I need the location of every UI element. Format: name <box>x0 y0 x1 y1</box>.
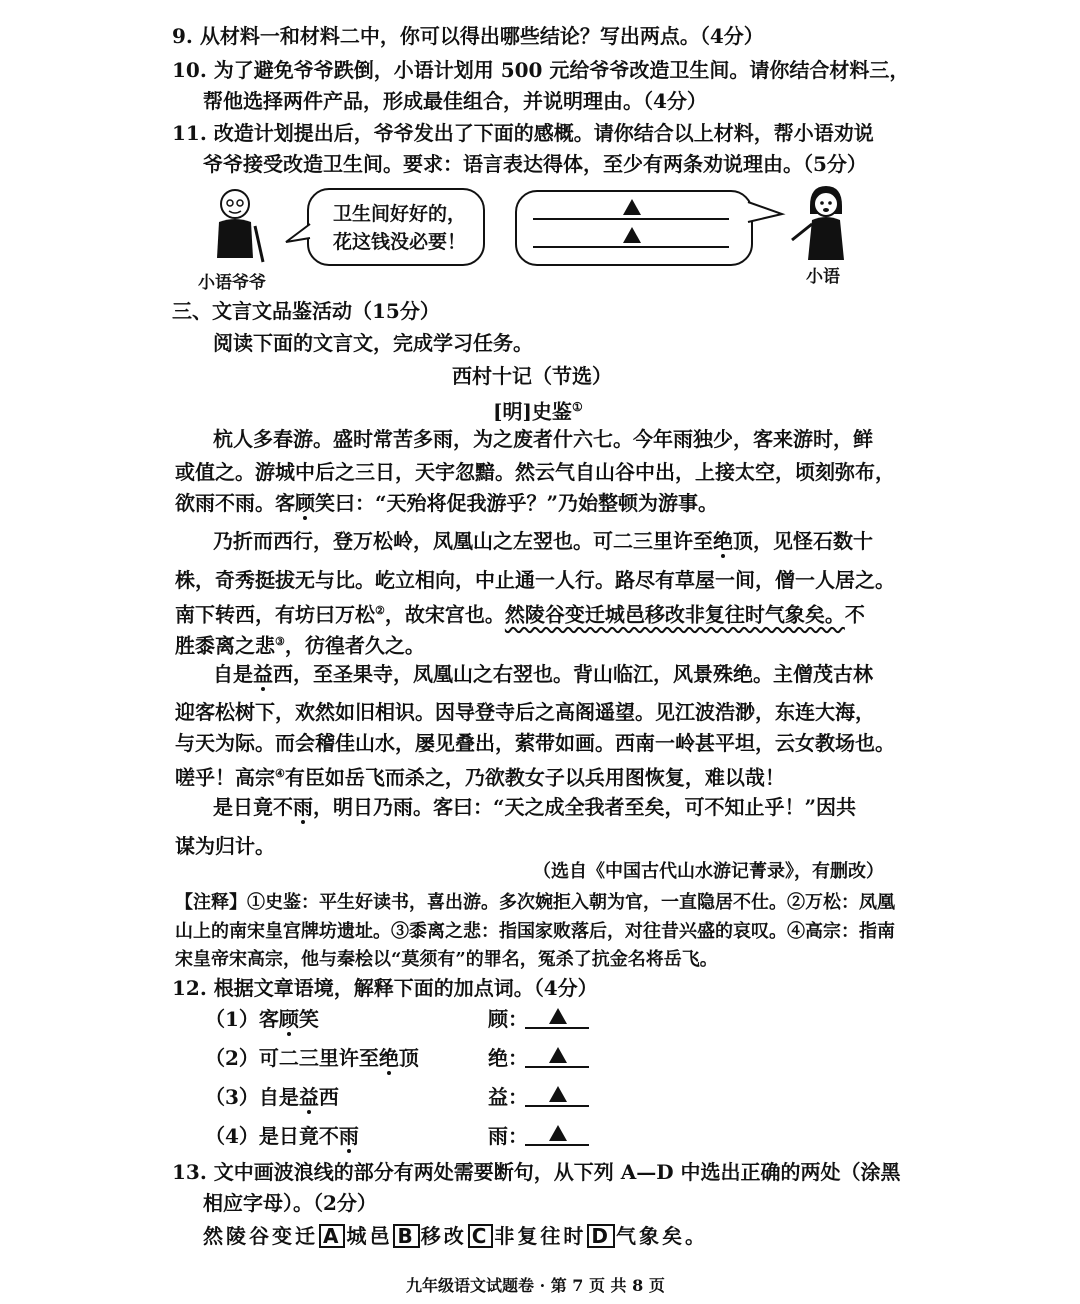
q12-item-text <box>205 1044 419 1072</box>
author-note-marker: ① <box>571 400 583 414</box>
item-number: （3） <box>205 1085 259 1109</box>
passage-p3-line3: 与天为际。而会稽佳山水，屡见叠出，萦带如画。西南一岭甚平坦，云女教场也。 <box>175 731 895 755</box>
triangle-icon <box>549 1047 567 1063</box>
text-segment: 客 <box>258 1007 279 1031</box>
text-segment: 是日竟不 <box>213 795 293 819</box>
text-segment: 是日竟不 <box>258 1124 339 1148</box>
text-segment: 顶 <box>398 1046 419 1070</box>
question-13-sentence <box>203 1222 708 1250</box>
q12-item-word: 雨： <box>488 1124 528 1148</box>
text-segment: 自是 <box>213 662 253 686</box>
grandpa-line2: 花这钱没必要！ <box>333 231 467 253</box>
passage-p4-line2: 谋为归计。 <box>175 834 275 858</box>
text-segment: 胜黍离之悲 <box>175 633 275 658</box>
q12-item-text <box>205 1005 319 1033</box>
note-marker: ② <box>375 604 385 617</box>
text-segment: 然陵谷变迁 <box>203 1224 318 1248</box>
page-footer: 九年级语文试题卷 · 第 7 页 共 8 页 <box>406 1276 665 1295</box>
question-11-line1: 11. 改造计划提出后，爷爷发出了下面的感概。请你结合以上材料，帮小语劝说 <box>172 121 874 145</box>
xiaoyu-figure <box>788 180 864 264</box>
grandpa-bubble-tail <box>282 220 312 250</box>
passage-p1-line2: 或值之。游城中后之三日，天宇忽黯。然云气自山谷中出，上接太空，顷刻弥布， <box>175 460 895 484</box>
triangle-icon <box>623 227 641 243</box>
text-segment: 西 <box>318 1085 339 1109</box>
passage-author <box>493 393 583 426</box>
text-segment: 欲雨不雨。客 <box>175 491 295 515</box>
dotted-word: 雨 <box>338 1124 359 1148</box>
question-11-line2: 爷爷接受改造卫生间。要求：语言表达得体，至少有两条劝说理由。（5分） <box>203 152 867 176</box>
q12-item-word: 益： <box>488 1085 528 1109</box>
option-b-box[interactable]: B <box>393 1224 419 1248</box>
answer-marker-1 <box>623 194 641 222</box>
notes-line3: 宋皇帝宋高宗，他与秦桧以“莫须有”的罪名，冤杀了抗金名将岳飞。 <box>175 949 718 970</box>
dotted-word: 益 <box>253 662 273 686</box>
xiaoyu-label: 小语 <box>806 267 840 287</box>
passage-p3-line2: 迎客松树下，欢然如旧相识。因导登寺后之高阁遥望。见江波浩渺，东连大海， <box>175 700 875 724</box>
text-segment: 顶，见怪石数十 <box>733 529 873 553</box>
triangle-icon <box>623 199 641 215</box>
text-segment: 笑曰：“天殆将促我游乎？”乃始整顿为游事。 <box>315 491 719 515</box>
text-segment: 南下转西，有坊曰万松 <box>175 602 375 627</box>
option-d-box[interactable]: D <box>587 1224 615 1248</box>
triangle-icon <box>549 1125 567 1141</box>
note-marker: ③ <box>275 635 285 648</box>
wavy-underlined-sentence: 然陵谷变迁城邑移改非复往时气象矣。 <box>504 602 845 627</box>
xiaoyu-bubble-tail <box>746 196 786 226</box>
girl-icon <box>788 180 864 264</box>
question-12-prompt: 12. 根据文章语境，解释下面的加点词。（4分） <box>172 976 598 1000</box>
passage-p2-line2: 株，奇秀挺拔无与比。屹立相向，中止通一人行。路尽有草屋一间，僧一人居之。 <box>175 568 895 592</box>
passage-p1-line1: 杭人多春游。盛时常苦多雨，为之废者什六七。今年雨独少，客来游时，鲜 <box>213 427 873 451</box>
dotted-word: 顾 <box>278 1007 299 1031</box>
section3-heading: 三、文言文品鉴活动（15分） <box>172 299 440 323</box>
answer-marker <box>549 1081 567 1109</box>
text-segment: 城邑 <box>346 1224 393 1248</box>
grandpa-icon <box>205 186 275 266</box>
text-segment: 嗟乎！高宗 <box>175 765 275 790</box>
q12-item-word: 顾： <box>488 1007 528 1031</box>
notes-line2: 山上的南宋皇宫牌坊遗址。③黍离之悲：指国家败落后，对往昔兴盛的哀叹。④高宗：指南 <box>175 921 895 942</box>
text-segment: ，故宋宫也。 <box>384 602 505 627</box>
author-name: [明]史鉴 <box>493 399 572 424</box>
q12-item-text <box>205 1122 359 1150</box>
dotted-word: 绝 <box>713 529 733 553</box>
passage-p1-line3 <box>175 489 718 517</box>
section3-instruction: 阅读下面的文言文，完成学习任务。 <box>213 331 533 355</box>
triangle-icon <box>549 1086 567 1102</box>
text-segment: 西，至圣果寺，凤凰山之右翌也。背山临江，风景殊绝。主僧茂古林 <box>273 662 873 686</box>
dotted-word: 益 <box>298 1085 319 1109</box>
question-10-line2: 帮他选择两件产品，形成最佳组合，并说明理由。（4分） <box>203 89 707 113</box>
text-segment: 气象矣。 <box>616 1224 709 1248</box>
passage-p2-line1 <box>213 527 873 555</box>
text-segment: 不 <box>844 602 865 627</box>
text-segment: ，明日乃雨。客曰：“天之成全我者至矣，可不知止乎！”因共 <box>313 795 857 819</box>
passage-p2-line4 <box>175 628 425 660</box>
option-a-box[interactable]: A <box>319 1224 345 1248</box>
question-13-line2: 相应字母）。（2分） <box>203 1191 377 1215</box>
item-number: （2） <box>205 1046 259 1070</box>
text-segment: 有臣如岳飞而杀之，乃欲教女子以兵用图恢复，难以哉！ <box>284 765 785 790</box>
notes-line1: 【注释】①史鉴：平生好读书，喜出游。多次婉拒入朝为官，一直隐居不仕。②万松：凤凰 <box>175 892 895 913</box>
text-segment: 移改 <box>420 1224 467 1248</box>
triangle-icon <box>549 1008 567 1024</box>
dotted-word: 绝 <box>378 1046 399 1070</box>
text-segment: 笑 <box>298 1007 319 1031</box>
item-number: （1） <box>205 1007 259 1031</box>
grandpa-speech-bubble <box>307 188 485 266</box>
answer-marker <box>549 1042 567 1070</box>
text-segment: 乃折而西行，登万松岭，凤凰山之左翌也。可二三里许至 <box>213 529 713 553</box>
note-marker: ④ <box>275 767 285 780</box>
passage-p3-line4 <box>175 760 785 792</box>
passage-p2-line3 <box>175 597 865 629</box>
q12-item-text <box>205 1083 339 1111</box>
item-number: （4） <box>205 1124 259 1148</box>
answer-marker <box>549 1120 567 1148</box>
question-9: 9. 从材料一和材料二中，你可以得出哪些结论？写出两点。（4分） <box>172 24 764 48</box>
passage-title: 西村十记（节选） <box>452 364 612 388</box>
xiaoyu-speech-bubble <box>515 190 753 266</box>
grandpa-label: 小语爷爷 <box>198 273 266 293</box>
text-segment: 非复往时 <box>494 1224 587 1248</box>
question-13-line1: 13. 文中画波浪线的部分有两处需要断句，从下列 A—D 中选出正确的两处（涂黑 <box>172 1160 901 1184</box>
passage-p4-line1 <box>213 793 856 821</box>
text-segment: ，彷徨者久之。 <box>284 633 425 658</box>
dotted-word: 雨 <box>293 795 313 819</box>
option-c-box[interactable]: C <box>468 1224 494 1248</box>
q12-item-word: 绝： <box>488 1046 528 1070</box>
text-segment: 自是 <box>258 1085 299 1109</box>
question-10-line1: 10. 为了避免爷爷跌倒，小语计划用 500 元给爷爷改造卫生间。请你结合材料三， <box>172 58 910 82</box>
text-segment: 可二三里许至 <box>258 1046 379 1070</box>
passage-source: （选自《中国古代山水游记菁录》，有删改） <box>533 861 884 882</box>
grandpa-line1: 卫生间好好的， <box>333 203 467 225</box>
dotted-word: 顾 <box>295 491 315 515</box>
grandpa-figure <box>205 186 275 266</box>
answer-marker <box>549 1003 567 1031</box>
passage-p3-line1 <box>213 660 873 688</box>
answer-marker-2 <box>623 222 641 250</box>
